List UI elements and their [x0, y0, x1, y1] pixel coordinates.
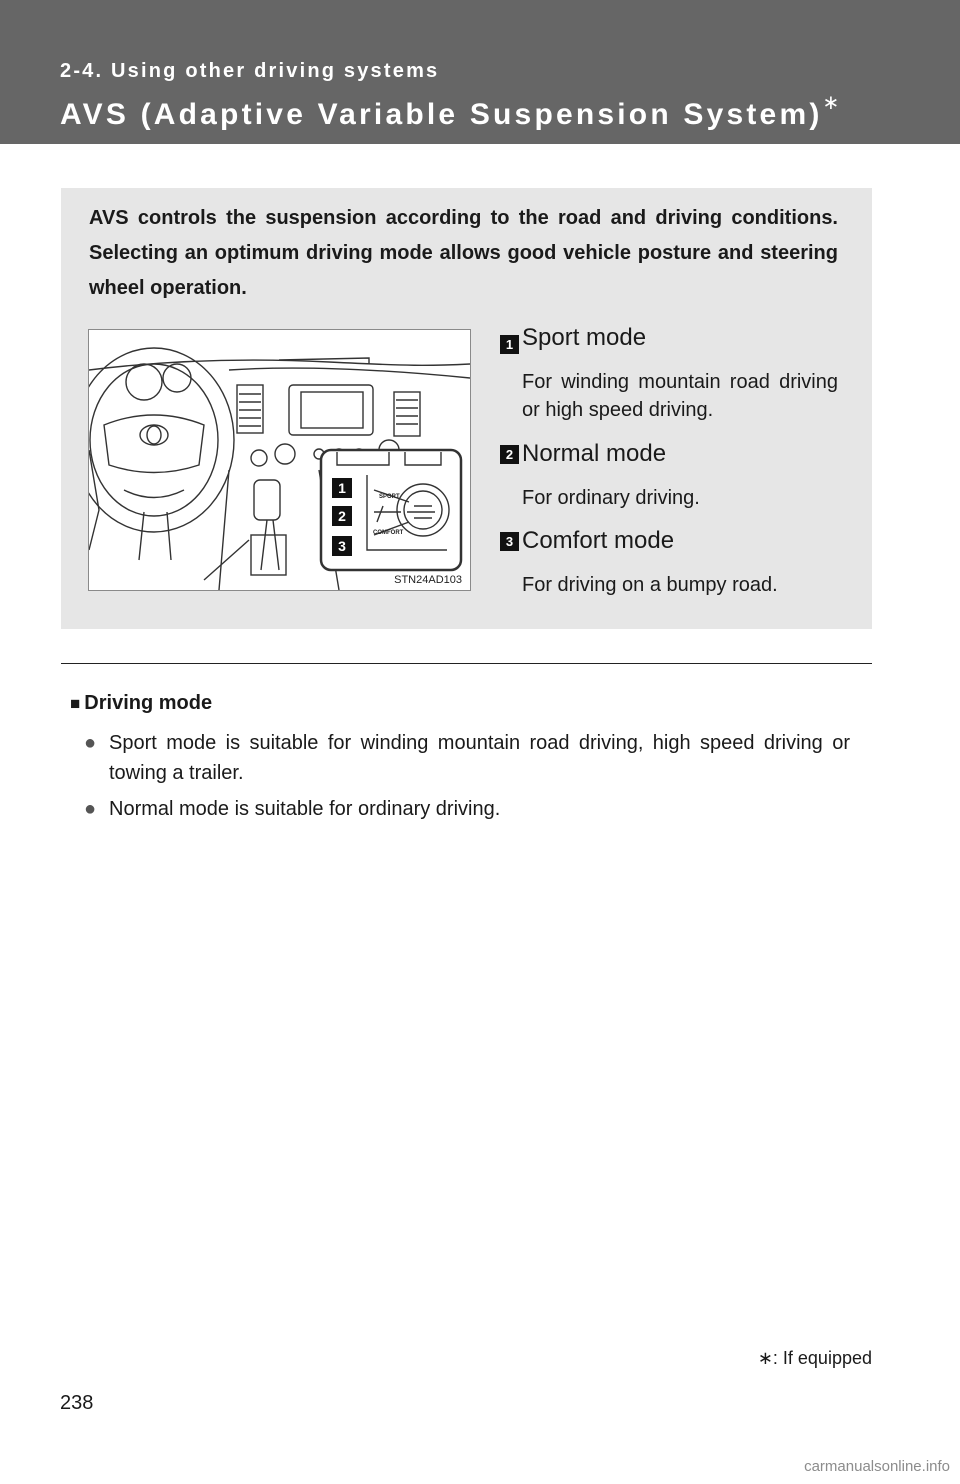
callout-label-3: 3	[338, 538, 346, 554]
chapter-header-bar	[0, 0, 960, 144]
dial-label-comfort: COMFORT	[373, 530, 404, 536]
heading-text: Driving mode	[84, 692, 213, 714]
mode-number-marker: 3	[500, 532, 519, 551]
mode-description: For winding mountain road driving or high speed driving.	[522, 371, 838, 421]
mode-name: Comfort mode	[522, 527, 675, 554]
bullet-icon: ●	[84, 798, 97, 820]
mode-number-marker: 2	[500, 445, 519, 464]
site-watermark: carmanualsonline.info	[804, 1458, 950, 1475]
mode-number-marker: 1	[500, 335, 519, 354]
mode-description: For driving on a bumpy road.	[522, 574, 778, 596]
dial-label-sport: SPORT	[379, 494, 400, 500]
driving-mode-heading	[70, 692, 212, 715]
section-divider	[61, 663, 872, 664]
footnote	[758, 1348, 872, 1369]
page-number: 238	[60, 1392, 94, 1414]
mode-name: Sport mode	[522, 324, 647, 351]
list-item	[84, 728, 850, 788]
footnote-text: : If equipped	[772, 1348, 872, 1368]
callout-label-2: 2	[338, 508, 346, 524]
list-item	[84, 794, 850, 824]
dashboard-drawing	[89, 330, 470, 590]
heading-square-marker: ■	[70, 694, 81, 713]
list-item-text: Normal mode is suitable for ordinary driving.	[109, 798, 501, 820]
bullet-icon: ●	[84, 732, 97, 754]
section-label: 2-4. Using other driving systems	[60, 60, 440, 82]
mode-name: Normal mode	[522, 440, 667, 467]
page-title-text: AVS (Adaptive Variable Suspension System)	[60, 98, 823, 131]
list-item-text: Sport mode is suitable for winding mountain road driving, high speed driving or towing a trailer.	[109, 732, 850, 784]
figure-code: STN24AD103	[394, 574, 462, 586]
page-title	[60, 94, 839, 132]
intro-text: AVS controls the suspension according to the road and driving conditions. Selecting an optimum driving mode allows good vehicle posture and steering wheel operation.	[89, 207, 838, 299]
mode-description: For ordinary driving.	[522, 487, 700, 509]
footnote-mark: ∗	[757, 1348, 773, 1368]
dashboard-illustration	[88, 329, 471, 591]
if-equipped-mark: ∗	[822, 92, 840, 114]
callout-label-1: 1	[338, 480, 346, 496]
